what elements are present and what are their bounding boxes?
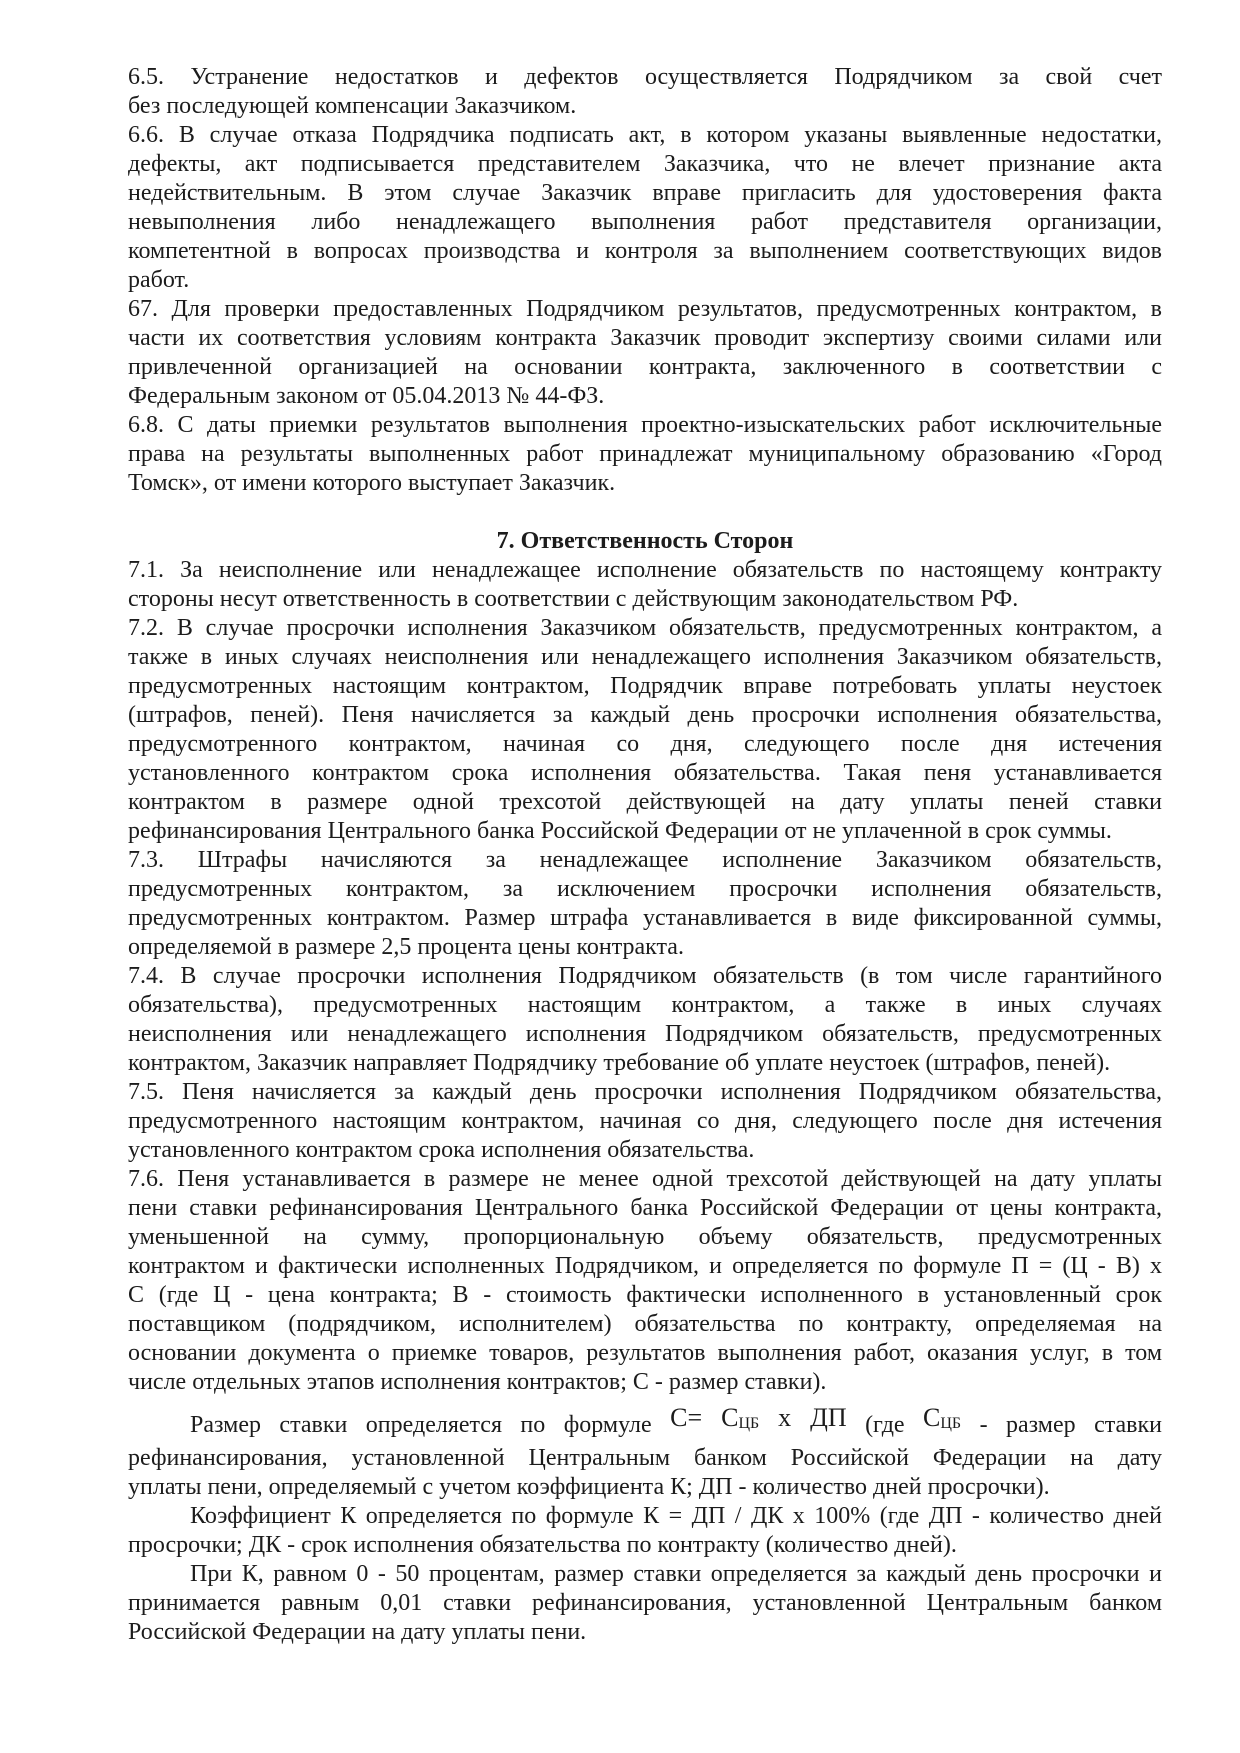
paragraph-line: привлеченной организацией на основании контракта, заключенного в соответствии с xyxy=(128,354,1162,380)
paragraph-line: работ. xyxy=(128,267,190,293)
paragraph-line: без последующей компенсации Заказчиком. xyxy=(128,93,577,119)
formula-main: С= С xyxy=(670,1403,739,1432)
paragraph-p7-2 xyxy=(128,614,1162,846)
paragraph-line: компетентной в вопросах производства и контроля за выполнением соответствующих видов xyxy=(128,238,1162,264)
paragraph-line: При К, равном 0 - 50 процентам, размер ставки определяется за каждый день просрочки и xyxy=(190,1561,1162,1587)
paragraph-line: невыполнения либо ненадлежащего выполнения работ представителя организации, xyxy=(128,209,1162,235)
paragraph-line: 7.5. Пеня начисляется за каждый день просрочки исполнения Подрядчиком обязательства, xyxy=(128,1079,1162,1105)
paragraph-p-k xyxy=(128,1502,1162,1560)
paragraph-p6-8 xyxy=(128,411,1162,498)
paragraph-line: 7.4. В случае просрочки исполнения Подрядчиком обязательств (в том числе гарантийного xyxy=(128,963,1162,989)
paragraph-line: 7.3. Штрафы начисляются за ненадлежащее исполнение Заказчиком обязательств, xyxy=(128,847,1162,873)
paragraph-line: Томск», от имени которого выступает Заказчик. xyxy=(128,470,616,496)
section-7-heading: 7. Ответственность Сторон xyxy=(496,528,794,554)
paragraph-line: недействительным. В этом случае Заказчик вправе пригласить для удостоверения факта xyxy=(128,180,1162,206)
symbol-subscript: ЦБ xyxy=(940,1415,962,1432)
paragraph-line xyxy=(128,1403,1162,1444)
paragraph-p7-4 xyxy=(128,962,1162,1078)
symbol-main: С xyxy=(923,1403,941,1432)
paragraph-line: предусмотренного настоящим контрактом, начиная со дня, следующего после дня истечения xyxy=(128,1108,1162,1134)
paragraph-line: Коэффициент К определяется по формуле К = ДП / ДК х 100% (где ДП - количество дней xyxy=(190,1503,1162,1529)
paragraph-line: С (где Ц - цена контракта; В - стоимость фактически исполненного в установленный срок xyxy=(128,1282,1162,1308)
paragraph-line: Федеральным законом от 05.04.2013 № 44-ФЗ. xyxy=(128,383,605,409)
paragraph-line: обязательства), предусмотренных настоящим контрактом, а также в иных случаях xyxy=(128,992,1162,1018)
paragraph-line: числе отдельных этапов исполнения контрактов; С - размер ставки). xyxy=(128,1369,827,1395)
paragraph-p7-5 xyxy=(128,1078,1162,1165)
paragraph-p7-3 xyxy=(128,846,1162,962)
paragraph-line: рефинансирования, установленной Центральным банком Российской Федерации на дату xyxy=(128,1445,1162,1471)
section-7-clauses xyxy=(128,556,1162,1397)
paragraph-line: Российской Федерации на дату уплаты пени. xyxy=(128,1619,587,1645)
formula-symbol xyxy=(923,1403,961,1432)
paragraph-line: 7.1. За неисполнение или ненадлежащее исполнение обязательств по настоящему контракту xyxy=(128,557,1162,583)
paragraph-line: принимается равным 0,01 ставки рефинансирования, установленной Центральным банком xyxy=(128,1590,1162,1616)
paragraph-line: рефинансирования Центрального банка Российской Федерации от не уплаченной в срок суммы. xyxy=(128,818,1112,844)
paragraph-line: (штрафов, пеней). Пеня начисляется за каждый день просрочки исполнения обязательства, xyxy=(128,702,1162,728)
paragraph-line: также в иных случаях неисполнения или ненадлежащего исполнения Заказчиком обязательств, xyxy=(128,644,1162,670)
paragraph-line: поставщиком (подрядчиком, исполнителем) обязательства по контракту, определяемая на xyxy=(128,1311,1162,1337)
paragraph-line: контрактом, Заказчик направляет Подрядчику требование об уплате неустоек (штрафов, пеней). xyxy=(128,1050,1111,1076)
paragraph-line: установленного контрактом срока исполнения обязательства. Такая пеня устанавливается xyxy=(128,760,1162,786)
paragraph-p7-1 xyxy=(128,556,1162,614)
paragraph-line: 6.8. С даты приемки результатов выполнения проектно-изыскательских работ исключительные xyxy=(128,412,1162,438)
closing-paragraphs xyxy=(128,1502,1162,1647)
paragraph-p6-6 xyxy=(128,121,1162,295)
paragraph-line: уплаты пени, определяемый с учетом коэффициента К; ДП - количество дней просрочки). xyxy=(128,1474,1050,1500)
paragraph-line: 7.6. Пеня устанавливается в размере не менее одной трехсотой действующей на дату уплаты xyxy=(128,1166,1162,1192)
paragraph-line: 7.2. В случае просрочки исполнения Заказчиком обязательств, предусмотренных контрактом, а xyxy=(128,615,1162,641)
paragraph-p7-6 xyxy=(128,1165,1162,1397)
paragraph-line: неисполнения или ненадлежащего исполнения Подрядчиком обязательств, предусмотренных xyxy=(128,1021,1162,1047)
paragraph-line: предусмотренного контрактом, начиная со дня, следующего после дня истечения xyxy=(128,731,1162,757)
paragraph-rate-formula xyxy=(128,1403,1162,1502)
paragraph-line: права на результаты выполненных работ принадлежат муниципальному образованию «Город xyxy=(128,441,1162,467)
paragraph-line: просрочки; ДК - срок исполнения обязательства по контракту (количество дней). xyxy=(128,1532,957,1558)
document-page xyxy=(128,63,1162,1647)
paragraph-line: основании документа о приемке товаров, результатов выполнения работ, оказания услуг, в том xyxy=(128,1340,1162,1366)
paragraph-line: установленного контрактом срока исполнения обязательства. xyxy=(128,1137,755,1163)
paragraph-line: части их соответствия условиям контракта Заказчик проводит экспертизу своими силами или xyxy=(128,325,1162,351)
paragraph-line: 6.6. В случае отказа Подрядчика подписать акт, в котором указаны выявленные недостатки, xyxy=(128,122,1162,148)
section-6-clauses xyxy=(128,63,1162,498)
paragraph-line: 6.5. Устранение недостатков и дефектов осуществляется Подрядчиком за свой счет xyxy=(128,64,1162,90)
paragraph-line: определяемой в размере 2,5 процента цены контракта. xyxy=(128,934,684,960)
paragraph-line: 67. Для проверки предоставленных Подрядчиком результатов, предусмотренных контрактом, в xyxy=(128,296,1162,322)
formula-paren: (где xyxy=(865,1412,905,1438)
paragraph-line: предусмотренных контрактом, за исключением просрочки исполнения обязательств, xyxy=(128,876,1162,902)
paragraph-line: пени ставки рефинансирования Центрального банка Российской Федерации от цены контракта, xyxy=(128,1195,1162,1221)
paragraph-p6-7 xyxy=(128,295,1162,411)
formula-tail: х ДП xyxy=(759,1403,847,1432)
paragraph-p-pri-k xyxy=(128,1560,1162,1647)
paragraph-line: контрактом и фактически исполненных Подрядчиком, и определяется по формуле П = (Ц - В) х xyxy=(128,1253,1162,1279)
formula-rest-text: - размер ставки xyxy=(979,1412,1163,1438)
paragraph-line: контрактом в размере одной трехсотой действующей на дату уплаты пеней ставки xyxy=(128,789,1162,815)
formula-subscript: ЦБ xyxy=(738,1415,760,1432)
paragraph-line: предусмотренных настоящим контрактом, Подрядчик вправе потребовать уплаты неустоек xyxy=(128,673,1162,699)
paragraph-p6-5 xyxy=(128,63,1162,121)
paragraph-line: предусмотренных контрактом. Размер штрафа устанавливается в виде фиксированной суммы, xyxy=(128,905,1162,931)
paragraph-line: дефекты, акт подписывается представителем Заказчика, что не влечет признание акта xyxy=(128,151,1162,177)
rate-formula xyxy=(670,1403,846,1432)
paragraph-line: стороны несут ответственность в соответствии с действующим законодательством РФ. xyxy=(128,586,1019,612)
paragraph-line: уменьшенной на сумму, пропорциональную объему обязательств, предусмотренных xyxy=(128,1224,1162,1250)
formula-lead-text: Размер ставки определяется по формуле xyxy=(190,1412,652,1438)
